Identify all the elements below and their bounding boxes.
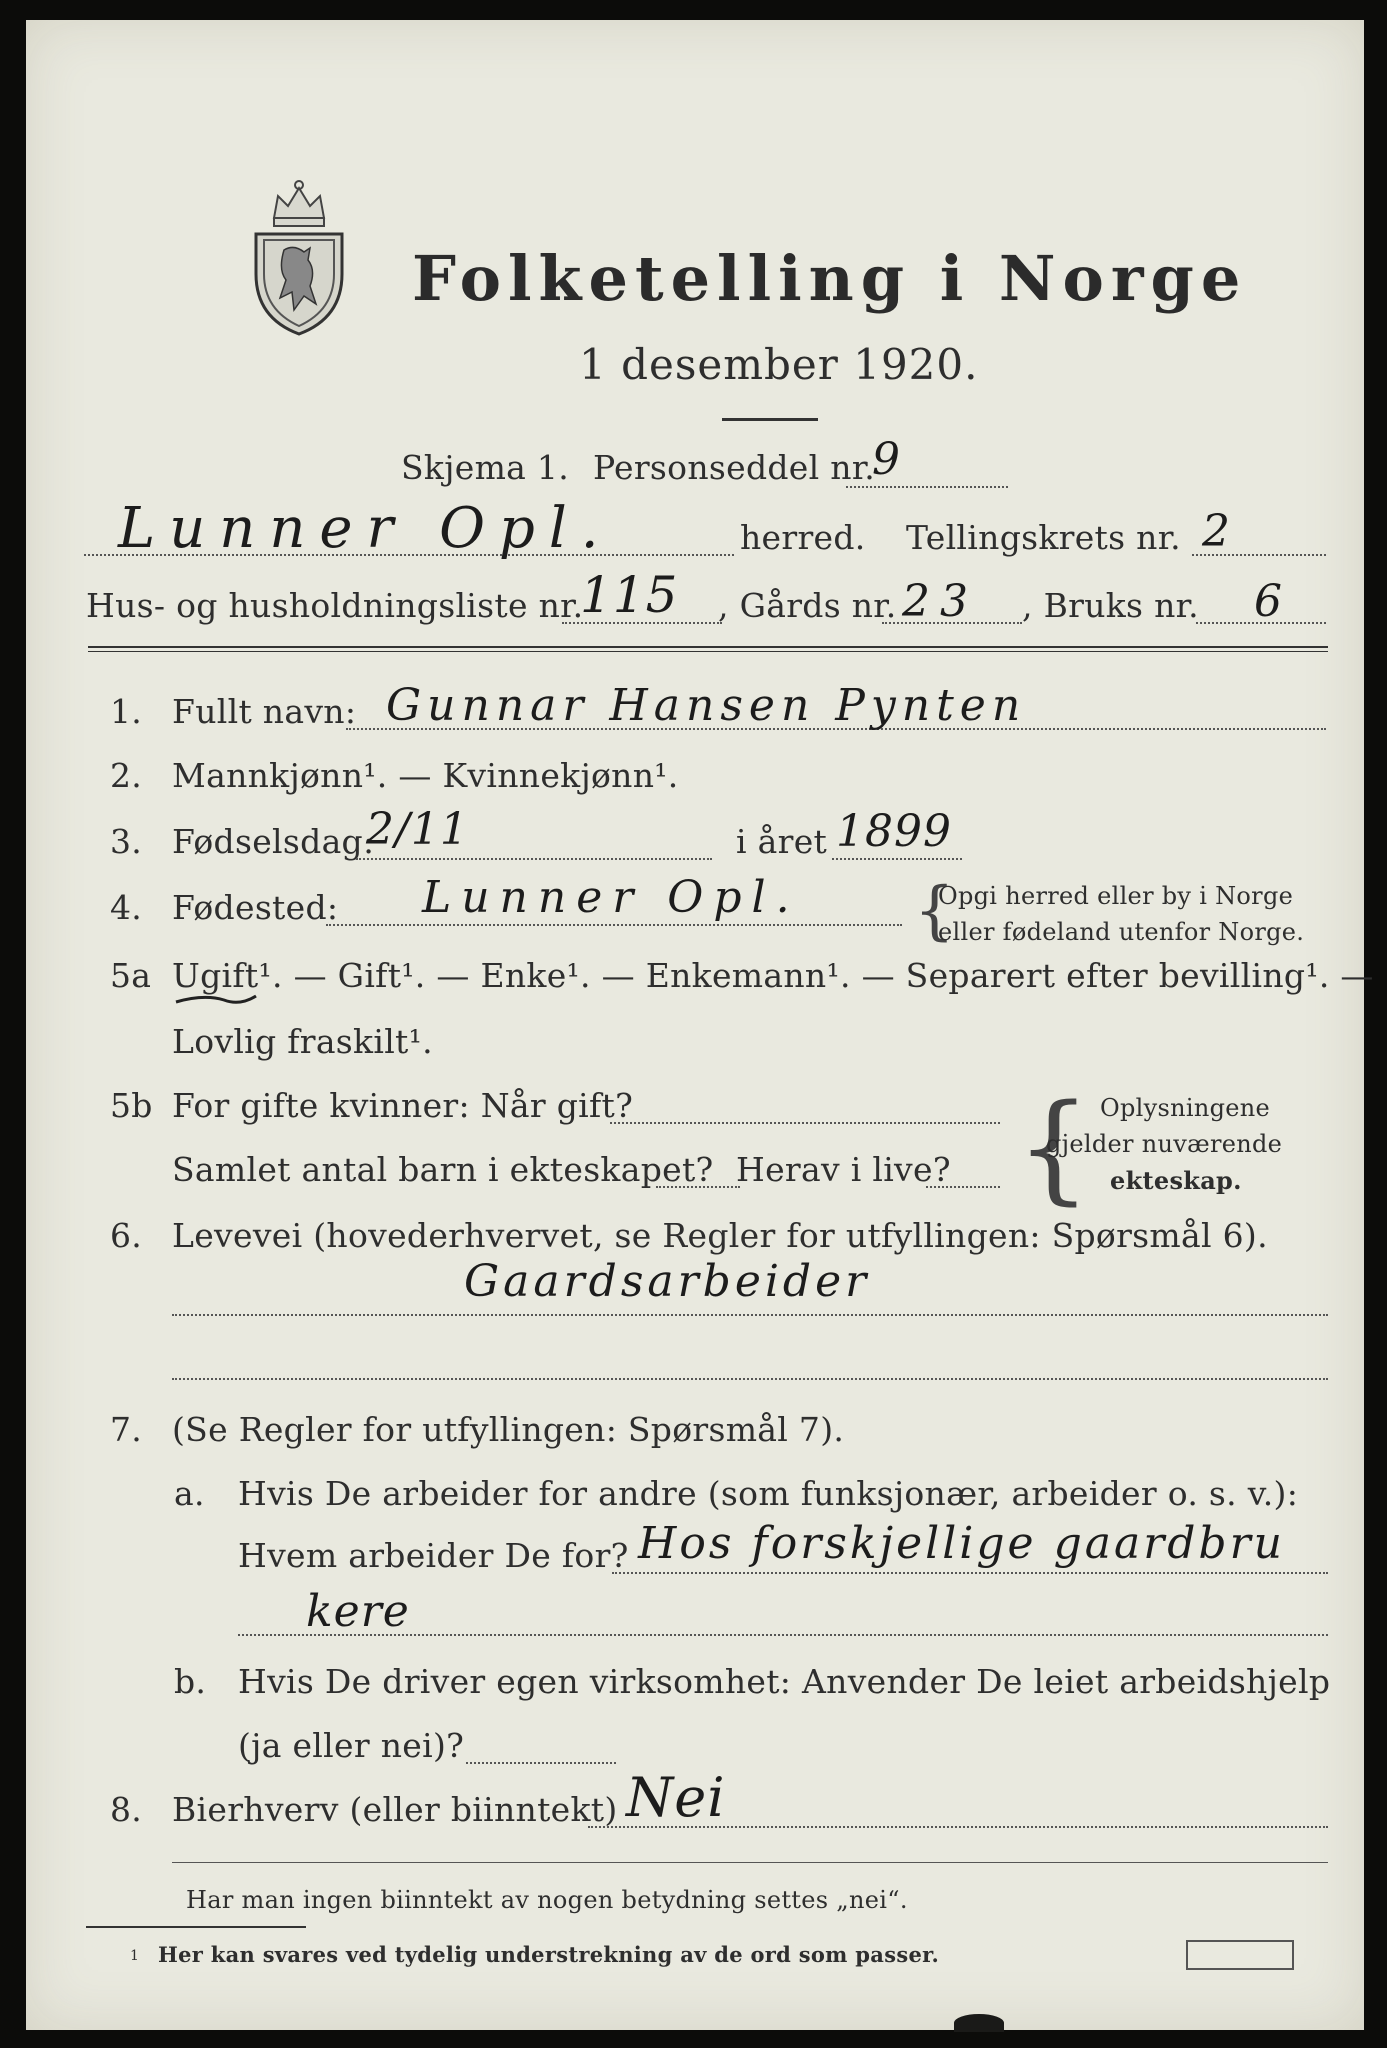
bruks-value[interactable]: 6	[1254, 576, 1283, 627]
q6-line-2	[172, 1378, 1328, 1380]
q3-line	[356, 858, 712, 860]
q5a-label: Ugift¹. — Gift¹. — Enke¹. — Enkemann¹. — Separert efter bevilling¹. —	[172, 956, 1374, 995]
q5b-label: For gifte kvinner: Når gift?	[172, 1086, 634, 1125]
coat-of-arms-icon	[244, 178, 354, 338]
q7b-label-2: (ja eller nei)?	[238, 1726, 465, 1765]
q5a-label-2: Lovlig fraskilt¹.	[172, 1022, 433, 1061]
q8-label: Bierhverv (eller biinntekt)	[172, 1790, 618, 1829]
personseddel-line	[846, 486, 1008, 488]
ugift-underline-mark	[174, 992, 258, 1008]
birth-date-value[interactable]: 2/11	[366, 804, 469, 855]
personseddel-label: Personseddel nr.	[593, 448, 876, 487]
footer-note: Har man ingen biinntekt av nogen betydning settes „nei“.	[186, 1886, 908, 1914]
q3-year-label: i året	[736, 822, 828, 861]
q7a-line-1	[612, 1572, 1328, 1574]
footnote-text: Her kan svares ved tydelig understrekning av de ord som passer.	[158, 1942, 940, 1967]
q7-number: 7.	[110, 1410, 143, 1449]
footer-rule	[172, 1862, 1328, 1863]
gards-value[interactable]: 23	[902, 576, 978, 627]
q8-number: 8.	[110, 1790, 143, 1829]
q3-year-line	[832, 858, 962, 860]
q4-number: 4.	[110, 888, 143, 927]
q7b-number: b.	[174, 1662, 207, 1701]
header-rule-bottom	[88, 651, 1328, 652]
q7a-label-2: Hvem arbeider De for?	[238, 1536, 629, 1575]
q6-label: Levevei (hovederhvervet, se Regler for utfyllingen: Spørsmål 6).	[172, 1216, 1268, 1255]
q4-note-line1: Opgi herred eller by i Norge	[938, 882, 1294, 910]
q6-number: 6.	[110, 1216, 143, 1255]
q6-line-1	[172, 1314, 1328, 1316]
q3-label: Fødselsdag:	[172, 822, 375, 861]
q5b-married-line	[610, 1122, 1000, 1124]
header-rule-top	[88, 646, 1328, 648]
gards-label: , Gårds nr.	[718, 586, 897, 625]
q2-label: Mannkjønn¹. — Kvinnekjønn¹.	[172, 756, 679, 795]
hus-label: Hus- og husholdningsliste nr.	[86, 586, 584, 625]
schema-label: Skjema 1.	[401, 448, 570, 487]
q4-line	[326, 924, 902, 926]
birthplace-value[interactable]: Lunner Opl.	[422, 872, 800, 923]
form-title: Folketelling i Norge	[412, 242, 1248, 315]
q7a-number: a.	[174, 1474, 205, 1513]
q5a-number: 5a	[110, 956, 152, 995]
q4-note-line2: eller fødeland utenfor Norge.	[938, 918, 1305, 946]
q5b-alive-line	[926, 1186, 1000, 1188]
q7-label: (Se Regler for utfyllingen: Spørsmål 7).	[172, 1410, 845, 1449]
footnote-rule	[86, 1926, 306, 1928]
employer-value-continued[interactable]: kere	[306, 1586, 410, 1637]
paper-damage-mark	[954, 2014, 1004, 2032]
printer-stamp-icon	[1186, 1940, 1294, 1970]
form-date: 1 desember 1920.	[579, 340, 979, 389]
bruks-label: , Bruks nr.	[1022, 586, 1199, 625]
q7b-line	[466, 1762, 616, 1764]
herred-value[interactable]: Lunner Opl.	[118, 496, 613, 561]
occupation-value[interactable]: Gaardsarbeider	[464, 1256, 871, 1307]
herred-label: herred.	[740, 518, 866, 557]
q5b-label-3: Herav i live?	[736, 1150, 951, 1189]
birth-year-value[interactable]: 1899	[836, 806, 952, 857]
q4-label: Fødested:	[172, 888, 339, 927]
side-income-value[interactable]: Nei	[626, 1766, 726, 1829]
tellingskrets-label: Tellingskrets nr.	[906, 518, 1181, 557]
q5b-children-line	[656, 1186, 740, 1188]
full-name-value[interactable]: Gunnar Hansen Pynten	[386, 680, 1027, 731]
q5b-note-line1: Oplysningene	[1100, 1094, 1271, 1122]
tellingskrets-value[interactable]: 2	[1202, 506, 1231, 557]
q3-number: 3.	[110, 822, 143, 861]
q7a-label: Hvis De arbeider for andre (som funksjonær, arbeider o. s. v.):	[238, 1474, 1299, 1513]
title-underline	[722, 418, 818, 421]
q5b-note-line3: ekteskap.	[1110, 1166, 1242, 1195]
employer-value[interactable]: Hos forskjellige gaardbru	[638, 1518, 1285, 1569]
q1-number: 1.	[110, 692, 143, 731]
personseddel-value[interactable]: 9	[872, 434, 901, 485]
q5b-note-line2: gjelder nuværende	[1046, 1130, 1283, 1158]
census-form: Folketelling i Norge 1 desember 1920. Skjema 1. Personseddel nr. 9 Lunner Opl. herred. Tellingskrets nr. 2 Hus- og husholdningsliste nr. 115 , Gårds nr. 23 , Bruks nr. 6 1. Fullt navn: Gunnar Hansen Pynten 2. Mannkjønn¹. — Kvinnekjønn¹. 3. Fødselsdag: 2/11 i året 1899 4. Fødested: Lunner Opl. { Opgi herred eller by i Norge eller fødeland utenfor Norge. 5a Ugift¹. — Gift¹. — Enke¹. — Enkemann¹. — Separert efter bevilling¹. — Lovlig fraskilt¹. 5b For gifte kvinner: Når gift? Samlet antal barn i ekteskapet? Herav i live? { Oplysningene gjelder nuværende ekteskap. 6. Levevei (hovederhvervet, se Regler for utfyllingen: Spørsmål 6). Gaardsarbeider 7. (Se Regler for utfyllingen: Spørsmål 7). a. Hvis De arbeider for andre (som funksjonær, arbeider o. s. v.): Hvem arbeider De for? Hos forskjellige gaardbru kere b. Hvis De driver egen virksomhet: Anvender De leiet arbeidshjelp (ja eller nei)? 8. Bierhverv (eller biinntekt) Nei Har man ingen biinntekt av nogen betydning settes „nei“. 1 Her kan svares ved tydelig understrekning av de ord som passer.	[26, 20, 1364, 2030]
hus-value[interactable]: 115	[580, 566, 679, 624]
q2-number: 2.	[110, 756, 143, 795]
q1-label: Fullt navn:	[172, 692, 357, 731]
q5b-number: 5b	[110, 1086, 153, 1125]
q7b-label: Hvis De driver egen virksomhet: Anvender De leiet arbeidshjelp	[238, 1662, 1331, 1701]
footnote-mark: 1	[130, 1948, 140, 1964]
q5b-label-2: Samlet antal barn i ekteskapet?	[172, 1150, 714, 1189]
